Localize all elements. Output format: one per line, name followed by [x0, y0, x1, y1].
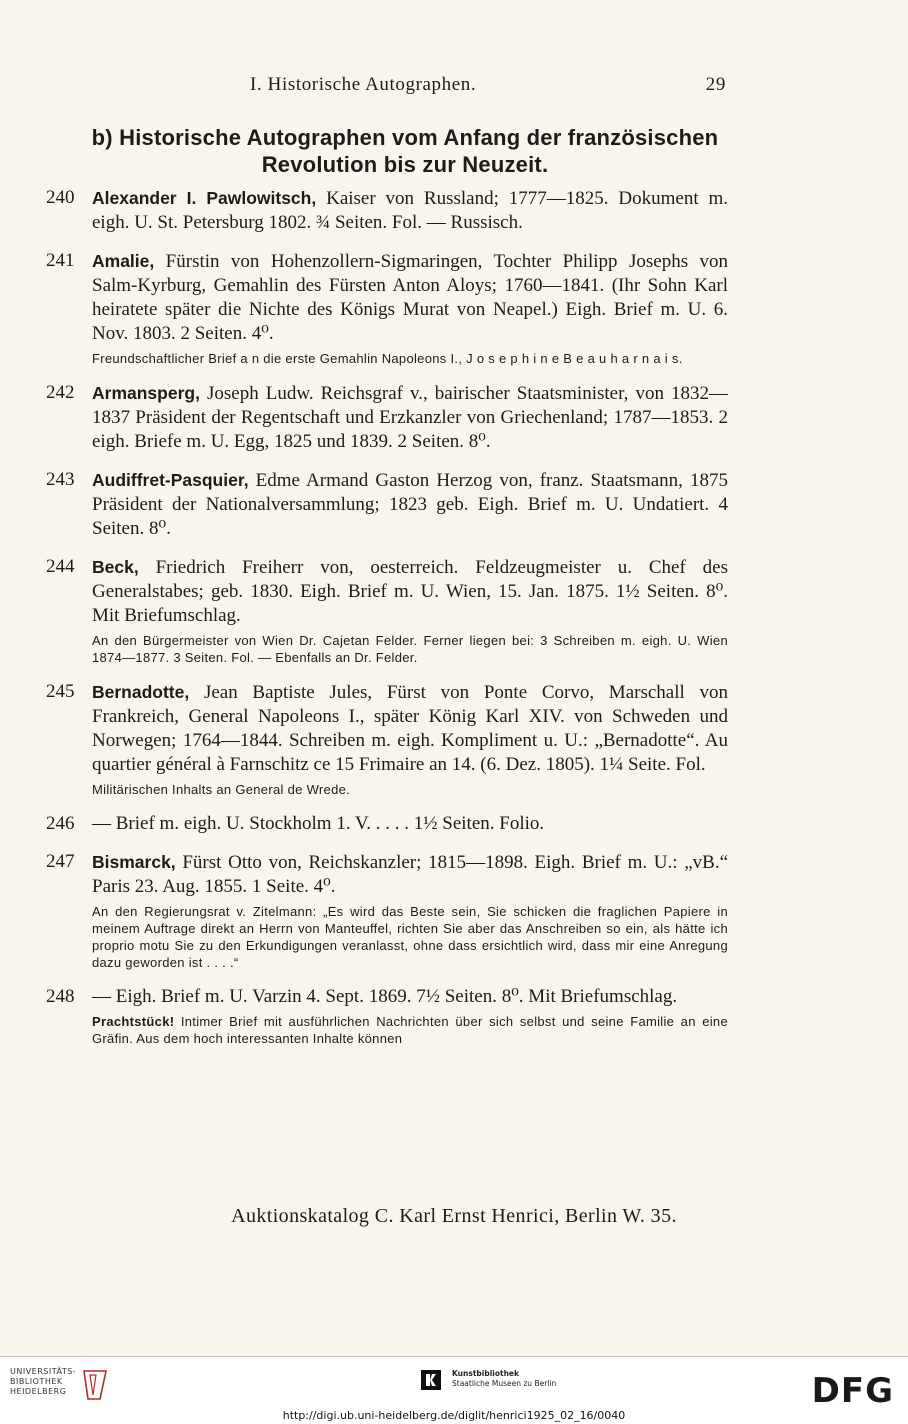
- entry-name: Amalie,: [92, 251, 155, 271]
- kb-subtitle: Staatliche Museen zu Berlin: [452, 1379, 557, 1388]
- entry-number: 240: [46, 187, 75, 208]
- entry-body: [92, 985, 728, 1009]
- entry-text: — Brief m. eigh. U. Stockholm 1. V. . . . . 1½ Seiten. Folio.: [92, 813, 545, 834]
- dfg-logo[interactable]: DFG: [811, 1371, 894, 1411]
- entry-note: Freundschaftlicher Brief a n die erste Gemahlin Napoleons I., J o s e p h i n e B e a u h a r n a i s.: [92, 351, 683, 366]
- university-line-1: UNIVERSITÄTS-: [10, 1367, 77, 1376]
- entry-240: [0, 186, 908, 235]
- entry-number: 244: [46, 556, 75, 577]
- kb-name: Kunstbibliothek: [452, 1369, 520, 1378]
- entry-body: [92, 555, 728, 628]
- entry-name: Bernadotte,: [92, 682, 190, 702]
- permalink-url[interactable]: http://digi.ub.uni-heidelberg.de/diglit/henrici1925_02_16/0040: [282, 1409, 626, 1422]
- entry-text: Jean Baptiste Jules, Fürst von Ponte Corvo, Marschall von Frankreich, General Napoleons I., später König Karl XIV. von Schweden und Norwegen; 1764—1844. Schreiben m. eigh. Kompliment u. U.: „Bernadotte“. Au quartier général à Farnschitz ce 15 Frimaire an 14. (6. Dez. 1805). 1¼ Seite. Fol.: [92, 682, 728, 775]
- university-emblem-icon: [80, 1365, 110, 1401]
- entry-246: [0, 812, 908, 836]
- viewer-footer-bar: [0, 1356, 908, 1424]
- entry-number: 245: [46, 681, 75, 702]
- entry-243: [0, 468, 908, 541]
- entry-247: [0, 850, 908, 971]
- entry-number: 242: [46, 382, 75, 403]
- entry-number: 243: [46, 469, 75, 490]
- entry-body: [92, 249, 728, 346]
- university-library-logo[interactable]: [10, 1367, 76, 1397]
- entry-body: [92, 186, 728, 235]
- entry-number: 241: [46, 250, 75, 271]
- section-title-line-1: b) Historische Autographen vom Anfang der französischen: [91, 125, 719, 150]
- entry-body: [92, 468, 728, 541]
- entry-text: — Eigh. Brief m. U. Varzin 4. Sept. 1869. 7½ Seiten. 8⁰. Mit Briefumschlag.: [92, 986, 678, 1007]
- entry-text: Fürstin von Hohenzollern-Sigmaringen, Tochter Philipp Josephs von Salm-Kyrburg, Gemahlin des Fürsten Anton Aloys; 1760—1841. (Ihr Sohn Karl heiratete später die Nichte des Königs Murat von Neapel.) Eigh. Brief m. U. 6. Nov. 1803. 2 Seiten. 4⁰.: [92, 251, 729, 344]
- page-number: 29: [705, 74, 726, 95]
- entry-note: An den Regierungsrat v. Zitelmann: „Es wird das Beste sein, Sie schicken die fraglichen Papiere in meinem Auftrage direkt an Herrn von Manteuffel, richten Sie aber das Anschreiben so ein, als hätte ich proprio motu Sie zu den Erkundigungen veranlasst, ohne dass ersichtlich wird, dass mir eine Anregung dazu geworden ist . . . .“: [92, 904, 728, 970]
- kunstbibliothek-label: [452, 1369, 556, 1389]
- university-line-2: BIBLIOTHEK: [10, 1377, 63, 1386]
- entry-note: Militärischen Inhalts an General de Wrede.: [92, 782, 351, 797]
- entry-number: 247: [46, 851, 75, 872]
- entry-list: [0, 186, 908, 1061]
- entry-note: An den Bürgermeister von Wien Dr. Cajetan Felder. Ferner liegen bei: 3 Schreiben m. eigh. U. Wien 1874—1877. 3 Seiten. Fol. — Ebenfalls an Dr. Felder.: [92, 633, 728, 665]
- entry-number: 248: [46, 986, 75, 1007]
- entry-text: Edme Armand Gaston Herzog von, franz. Staatsmann, 1875 Präsident der Nationalversammlung; 1823 geb. Eigh. Brief m. U. Undatiert. 4 Seiten. 8⁰.: [92, 470, 729, 539]
- entry-241: [0, 249, 908, 367]
- entry-text: Kaiser von Russland; 1777—1825. Dokument m. eigh. U. St. Petersburg 1802. ¾ Seiten. Fol. — Russisch.: [92, 188, 728, 233]
- entry-name: Alexander I. Pawlowitsch,: [92, 188, 317, 208]
- entry-name: Audiffret-Pasquier,: [92, 470, 249, 490]
- entry-text: Joseph Ludw. Reichsgraf v., bairischer Staatsminister, von 1832—1837 Präsident der Regentschaft und Erzkanzler von Griechenland; 1787—1853. 2 eigh. Briefe m. U. Egg, 1825 und 1839. 2 Seiten. 8⁰.: [92, 383, 728, 452]
- entry-note-highlight: Prachtstück!: [92, 1014, 175, 1029]
- section-title: [60, 124, 750, 178]
- entry-body: [92, 812, 728, 836]
- entry-245: [0, 680, 908, 798]
- section-title-line-2: Revolution bis zur Neuzeit.: [261, 152, 549, 177]
- entry-name: Beck,: [92, 557, 139, 577]
- entry-name: Bismarck,: [92, 852, 176, 872]
- entry-242: [0, 381, 908, 454]
- entry-248: [0, 985, 908, 1047]
- entry-note-text: Intimer Brief mit ausführlichen Nachrichten über sich selbst und seine Familie an eine Gräfin. Aus dem hoch interessanten Inhalte können: [92, 1014, 728, 1046]
- entry-body: [92, 680, 728, 777]
- catalog-footer: Auktionskatalog C. Karl Ernst Henrici, Berlin W. 35.: [231, 1205, 677, 1227]
- entry-body: [92, 381, 728, 454]
- entry-body: [92, 850, 728, 899]
- entry-text: Fürst Otto von, Reichskanzler; 1815—1898. Eigh. Brief m. U.: „vB.“ Paris 23. Aug. 1855. 1 Seite. 4⁰.: [92, 852, 729, 897]
- kunstbibliothek-logo-icon[interactable]: [420, 1369, 442, 1391]
- entry-number: 246: [46, 813, 75, 834]
- entry-note: [92, 1013, 728, 1047]
- entry-244: [0, 555, 908, 666]
- university-line-3: HEIDELBERG: [10, 1387, 67, 1396]
- entry-text: Friedrich Freiherr von, oesterreich. Feldzeugmeister u. Chef des Generalstabes; geb. 1830. Eigh. Brief m. U. Wien, 15. Jan. 1875. 1½ Seiten. 8⁰. Mit Briefumschlag.: [92, 557, 729, 626]
- running-title: I. Historische Autographen.: [250, 74, 477, 95]
- entry-name: Armansperg,: [92, 383, 200, 403]
